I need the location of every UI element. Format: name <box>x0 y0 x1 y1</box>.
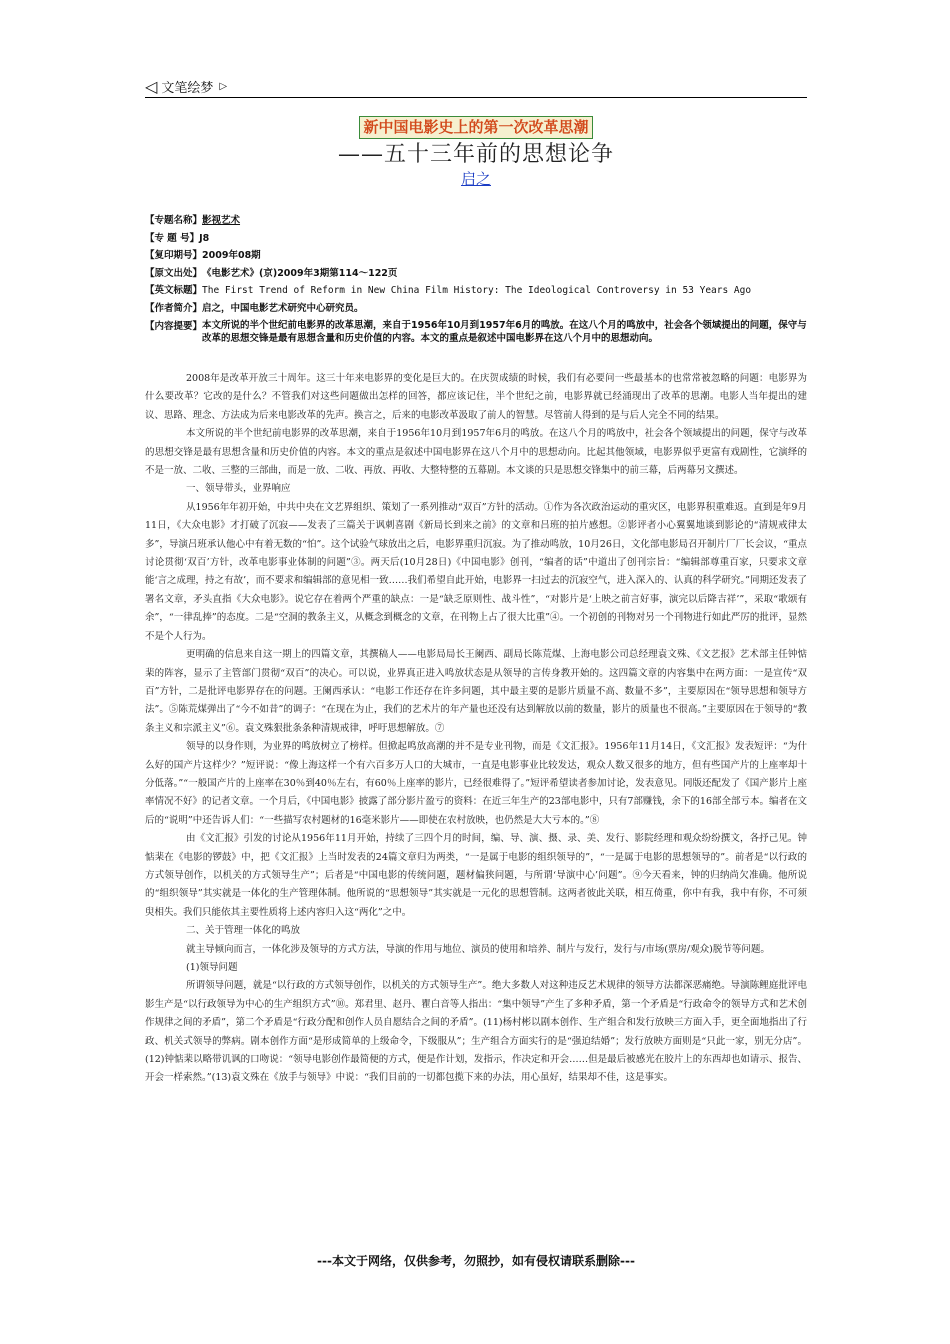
metadata-block <box>145 212 807 345</box>
meta-row <box>145 282 807 300</box>
meta-value: J8 <box>199 232 210 244</box>
meta-value: 2009年08期 <box>202 250 261 262</box>
article-subtitle: ——五十三年前的思想论争 <box>337 142 614 167</box>
meta-label: 【内容提要】 <box>145 320 203 332</box>
article-title: 新中国电影史上的第一次改革思潮 <box>359 116 592 139</box>
meta-row <box>145 230 807 248</box>
body-paragraph: 从1956年年初开始，中共中央在文艺界组织、策划了一系列推动“双百”方针的活动。①作为各次政治运动的重灾区，电影界积重难返。直到是年9月11日，《大众电影》才打破了沉寂——发表了三篇关于讽刺喜剧《新局长到来之前》的文章和吕班的拍片感想。②影评者小心翼翼地谈到影论的“清规戒律太多”，导演吕班承认他心中有着无数的“怕”。这个试验气球放出之后，电影界重归沉寂。为了推动鸣放，10月26日，文化部电影局召开制片厂厂长会议，“重点讨论贯彻‘双百’方针，改革电影事业体制的问题”③。两天后(10月28日)《中国电影》创刊，“编者的话”中道出了创刊宗旨：“编辑部尊重百家，只要求文章能‘言之成理，持之有故’，而不要求和编辑部的意见相一致……我们希望自此开始，电影界一扫过去的沉寂空气，进入深入的、认真的科学研究。”同期还发表了署名文章，矛头直指《大众电影》。说它存在着两个严重的缺点：一是“缺乏原则性、战斗性”，“对影片是‘上映之前言好事，演完以后降吉祥’”，采取“歌颂有余”，“一律乱捧”的态度。二是“空洞的教条主义，从概念到概念的文章，在刊物上占了很大比重”④。一个初创的刊物对另一个刊物进行如此严厉的批评，显然不是个人行为。 <box>145 501 807 642</box>
body-paragraph: 二、关于管理一体化的鸣放 <box>186 925 301 937</box>
meta-row <box>145 265 807 283</box>
meta-label: 【作者简介】 <box>145 302 203 314</box>
meta-row <box>145 247 807 265</box>
meta-value-link[interactable]: 影视艺术 <box>202 215 241 226</box>
article-body <box>145 370 807 1088</box>
triangle-left-icon: ◁ <box>145 76 158 96</box>
body-paragraph: 就主导倾向而言，一体化涉及领导的方式方法，导演的作用与地位、演员的使用和培养、制片与发行，发行与/市场(票房/观众)脱节等问题。 <box>186 943 770 955</box>
body-paragraph: 一、领导带头，业界响应 <box>186 483 291 495</box>
meta-label: 【复印期号】 <box>145 250 203 262</box>
meta-label: 【英文标题】 <box>145 285 203 297</box>
site-header <box>145 74 807 98</box>
body-paragraph: 本文所说的半个世纪前电影界的改革思潮，来自于1956年10月到1957年6月的鸣放。在这八个月的鸣放中，社会各个领域提出的问题，保守与改革的思想交锋是最有思想含量和历史价值的内容。本文的重点是叙述中国电影界在这八个月中的思想动向。比起其他领域，电影界似乎更富有戏剧性，它演绎的不是一放、二收、三整的三部曲，而是一放、二收、再放、再收、大整特整的五幕剧。本文谈的只是思想交锋集中的前三幕，后两幕另文撰述。 <box>145 428 807 477</box>
meta-value: 本文所说的半个世纪前电影界的改革思潮，来自于1956年10月到1957年6月的鸣放。在这八个月的鸣放中，社会各个领域提出的问题，保守与改革的思想交锋是最有思想含量和历史价值的内容。本文的重点是叙述中国电影界在这八个月中的思想动向。 <box>202 320 807 344</box>
body-paragraph: 2008年是改革开放三十周年。这三十年来电影界的变化是巨大的。在庆贺成绩的时候，我们有必要问一些最基本的也常常被忽略的问题：电影界为什么要改革？它改的是什么？不管我们对这些问题做出怎样的回答，都应该记住，半个世纪之前，电影界就已经涌现出了改革的思潮。电影人当年提出的建议、思路、理念、方法成为后来电影改革的先声。换言之，后来的电影改革汲取了前人的智慧。尽管前人得到的是与后人完全不同的结果。 <box>145 373 807 421</box>
meta-row <box>145 300 807 318</box>
meta-value: 《电影艺术》(京)2009年3期第114～122页 <box>202 267 398 279</box>
body-paragraph: (1)领导问题 <box>186 962 238 973</box>
body-paragraph: 更明确的信息来自这一期上的四篇文章，其撰稿人——电影局局长王阑西、副局长陈荒煤、上海电影公司总经理袁文殊、《文艺报》艺术部主任钟惦棐的阵容，显示了主管部门贯彻“双百”的决心。可以说，业界真正进入鸣放状态是从领导的言传身教开始的。这四篇文章的内容集中在两方面：一是宣传“双百”方针，二是批评电影界存在的问题。王阑西承认：“电影工作还存在许多问题，其中最主要的是影片质量不高、数量不多”，主要原因在“领导思想和领导方法”。⑤陈荒煤弹出了“今不如昔”的调子：“在现在为止，我们的艺术片的年产量也还没有达到解放以前的数量，影片的质量也不很高。”主要原因在于领导的“教条主义和宗派主义”⑥。袁文殊狠批条条种清规戒律，呼吁思想解放。⑦ <box>145 649 807 734</box>
body-paragraph: 所谓领导问题，就是“以行政的方式领导创作，以机关的方式领导生产”。绝大多数人对这种违反艺术规律的领导方法都深恶痛绝。导演陈鲤庭批评电影生产是“以行政领导为中心的生产组织方式”⑩。郑君里、赵丹、瞿白音等人指出：“集中领导”产生了多种矛盾，第一个矛盾是“行政命令的领导方式和艺术创作规律之间的矛盾”，第二个矛盾是“行政分配和创作人员自愿结合之间的矛盾”。(11)杨村彬以剧本创作、生产组合和发行放映三方面入手，更全面地指出了行政、机关式领导的弊病。剧本创作方面“是形成简单的上级命令，下级服从”；生产组合方面实行的是“强迫结婚”；发行放映方面则是“只此一家，别无分店”。(12)钟惦棐以略带讥讽的口吻说：“领导电影创作最简便的方式，便是作计划，发指示，作决定和开会……但是最后被感光在胶片上的东西却也如请示、报告、开会一样索然。”(13)袁文殊在《放手与领导》中说：“我们目前的一切都包揽下来的办法，用心虽好，结果却不佳，这是事实。 <box>145 980 807 1084</box>
site-name: 文笔绘梦 <box>161 80 214 96</box>
title-block <box>145 116 807 189</box>
meta-label: 【专题名称】 <box>145 215 203 226</box>
meta-row <box>145 212 807 230</box>
body-paragraph: 领导的以身作则，为业界的鸣放树立了榜样。但掀起鸣放高潮的并不是专业刊物，而是《文汇报》。1956年11月14日，《文汇报》发表短评：“为什么好的国产片这样少？”短评说：“像上海这样一个有六百多万人口的大城市，一直是电影事业比较发达，观众人数又很多的地方，但有些国产片的上座率却十分低落。”“一般国产片的上座率在30％到40％左右，有60％上座率的影片，已经很难得了。”短评希望读者参加讨论，发表意见。同版还配发了《国产影片上座率情况不好》的记者文章。一个月后，《中国电影》披露了部分影片盈亏的资料：在近三年生产的23部电影中，只有7部赚钱，余下的16部全部亏本。编者在文后的“说明”中还告诉人们：“一些描写农村题材的16毫米影片——即使在农村放映，也仍然是大大亏本的。”⑧ <box>145 741 807 826</box>
body-paragraph: 由《文汇报》引发的讨论从1956年11月开始，持续了三四个月的时间，编、导、演、摄、录、美、发行、影院经理和观众纷纷撰文，各抒己见。钟惦棐在《电影的锣鼓》中，把《文汇报》上当时发表的24篇文章归为两类，“一是属于电影的组织领导的”，“一是属于电影的思想领导的”。前者是“以行政的方式领导创作，以机关的方式领导生产”；后者是“中国电影的传统问题，题材偏狭问题，与所谓‘导演中心’问题”。⑨今天看来，钟的归纳尚欠准确。他所说的“组织领导”其实就是一体化的生产管理体制。他所说的“思想领导”其实就是一元化的思想管制。这两者彼此关联，相互倚重，你中有我，我中有你，不可须臾相失。我们只能依其主要性质将上述内容归入这“两化”之中。 <box>145 833 807 918</box>
triangle-right-icon: ▷ <box>219 80 228 92</box>
meta-label: 【原文出处】 <box>145 267 203 279</box>
header-divider <box>145 97 807 98</box>
disclaimer-footer: ---本文于网络，仅供参考，勿照抄，如有侵权请联系删除--- <box>317 1254 635 1268</box>
meta-value: 启之，中国电影艺术研究中心研究员。 <box>202 302 364 314</box>
meta-value: The First Trend of Reform in New China Film History: The Ideological Controversy in 53 Years Ago <box>202 285 752 297</box>
meta-row <box>145 318 807 346</box>
author-link[interactable]: 启之 <box>460 170 491 188</box>
meta-label: 【专 题 号】 <box>145 232 200 244</box>
